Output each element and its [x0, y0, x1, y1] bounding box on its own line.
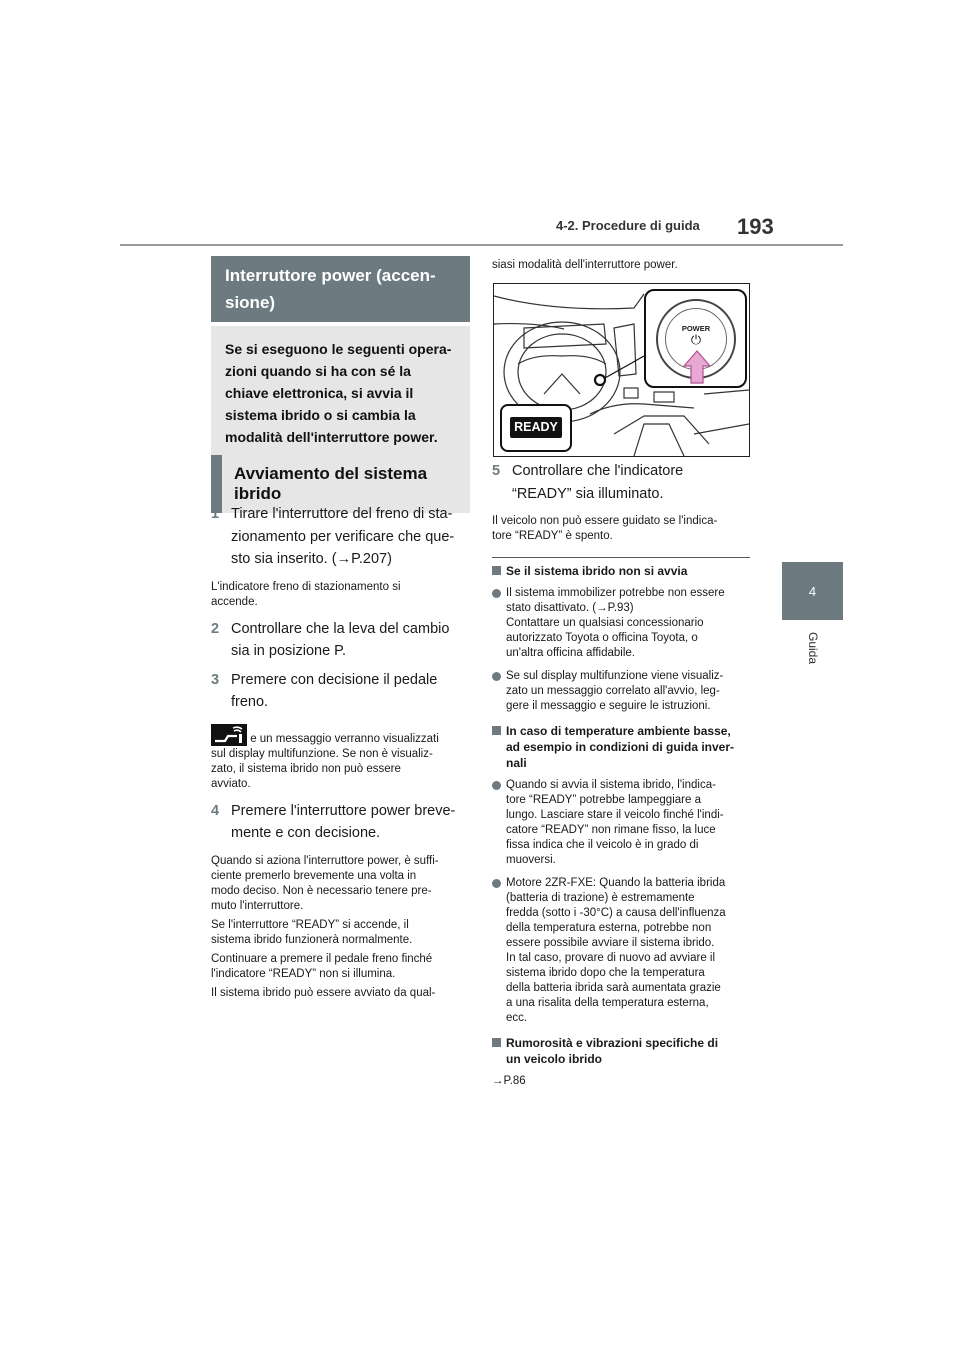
- step-text: Premere l'interruttore power breve- mente e con decisione.: [231, 802, 456, 841]
- circle-bullet-icon: [492, 781, 501, 790]
- step-3: [211, 669, 473, 714]
- step-4-note-4: Il sistema ibrido può essere avviato da qual-: [211, 986, 436, 999]
- intro-box-title: Interruttore power (accen- sione): [211, 256, 470, 322]
- step-2: [211, 618, 473, 663]
- step-4-note-3: Continuare a premere il pedale freno finché l'indicatore “READY” non si illumina.: [211, 952, 433, 980]
- step-text: Premere con decisione il pedale freno.: [231, 671, 438, 710]
- chapter-tab: [782, 562, 843, 620]
- power-switch-figure: [493, 283, 750, 457]
- step-1: [211, 503, 473, 571]
- step-3-note-text: e un messaggio verranno visualizzati sul display multifunzione. Se non è visualiz- zato, il sistema ibrido non può essere avviato.: [211, 732, 439, 790]
- info-reference: →P.86: [492, 1075, 526, 1087]
- info-title-2: In caso di temperature ambiente basse, ad esempio in condizioni di guida inver- nali: [492, 723, 754, 771]
- brake-warning-icon: [211, 724, 247, 746]
- press-arrow-icon: [682, 349, 712, 385]
- section-title: 4-2. Procedure di guida: [556, 218, 700, 233]
- step-text: Controllare che l'indicatore “READY” sia illuminato.: [512, 463, 684, 502]
- info-section: [492, 563, 754, 1089]
- step-number: 3: [211, 671, 220, 688]
- power-button-inset: [644, 289, 747, 388]
- page-number: 193: [737, 214, 774, 239]
- info-title-1: Se il sistema ibrido non si avvia: [492, 563, 754, 579]
- info-title-3: Rumorosità e vibrazioni specifiche di un veicolo ibrido: [492, 1035, 754, 1067]
- intro-box-body: Se si eseguono le seguenti opera- zioni quando si ha con sé la chiave elettronica, si avvia il sistema ibrido o si cambia la modalità dell'interruttore power.: [211, 326, 470, 460]
- step-text: Tirare l'interruttore del freno di sta- zionamento per verificare che que- sto sia inserito. (→P.207): [231, 506, 455, 567]
- info-bullet: Quando si avvia il sistema ibrido, l'indica- tore “READY” potrebbe lampeggiare a lungo. Lasciare stare il veicolo finché l'indi- catore “READY” non rimane fisso, la luce fissa indica che il veicolo è in grado di muoversi.: [492, 778, 754, 868]
- step-5-note: Il veicolo non può essere guidato se l'indica- tore “READY” è spento.: [492, 515, 718, 542]
- step-number: 5: [492, 463, 501, 479]
- chapter-number: 4: [808, 583, 817, 599]
- power-label: POWER: [681, 324, 711, 333]
- steps-left: [211, 503, 473, 1001]
- step-5: [492, 460, 754, 505]
- info-bullet: Se sul display multifunzione viene visualiz- zato un messaggio correlato all'avvio, leg- gere il messaggio e seguire le istruzioni.: [492, 669, 754, 714]
- continuation-text: siasi modalità dell'interruttore power.: [492, 259, 678, 271]
- intro-box: [211, 256, 470, 460]
- chapter-label: Guida: [806, 632, 820, 665]
- step-3-note: [211, 724, 473, 792]
- hybrid-start-heading: Avviamento del sistema ibrido: [211, 455, 470, 513]
- header-divider: [120, 244, 843, 246]
- square-bullet-icon: [492, 726, 501, 735]
- step-4-note-1: Quando si aziona l'interruttore power, è suffi- ciente premerlo brevemente una volta in modo deciso. Non è necessario tenere pre- muto l'interruttore.: [211, 854, 439, 912]
- step-number: 2: [211, 620, 220, 637]
- steps-right: [492, 460, 754, 544]
- info-bullet: Il sistema immobilizer potrebbe non essere stato disattivato. (→P.93) Contattare un qualsiasi concessionario autorizzato Toyota o officina Toyota, o un'altra officina affidabile.: [492, 586, 754, 661]
- ready-indicator: READY: [510, 417, 562, 438]
- ready-indicator-inset: [500, 404, 572, 452]
- power-symbol-icon: ⏻: [690, 332, 702, 347]
- circle-bullet-icon: [492, 589, 501, 598]
- info-bullet: Motore 2ZR-FXE: Quando la batteria ibrida (batteria di trazione) è estremamente fredda (sotto i -30°C) a causa dell'influenza della temperatura esterna, potrebbe non essere possibile avviare il sistema ibrido. In tal caso, provare di nuovo ad avviare il sistema ibrido dopo che la temperatura della batteria ibrida sarà aumentata grazie a una risalita della temperatura esterna, ecc.: [492, 876, 754, 1026]
- step-4: [211, 800, 473, 845]
- circle-bullet-icon: [492, 879, 501, 888]
- square-bullet-icon: [492, 1038, 501, 1047]
- step-number: 1: [211, 506, 220, 522]
- circle-bullet-icon: [492, 672, 501, 681]
- step-text: Controllare che la leva del cambio sia in posizione P.: [231, 620, 450, 659]
- step-1-note: L'indicatore freno di stazionamento si accende.: [211, 580, 401, 608]
- info-divider: [492, 557, 750, 558]
- step-4-note-2: Se l'interruttore “READY” si accende, il sistema ibrido funzionerà normalmente.: [211, 918, 413, 946]
- step-number: 4: [211, 802, 220, 819]
- square-bullet-icon: [492, 566, 501, 575]
